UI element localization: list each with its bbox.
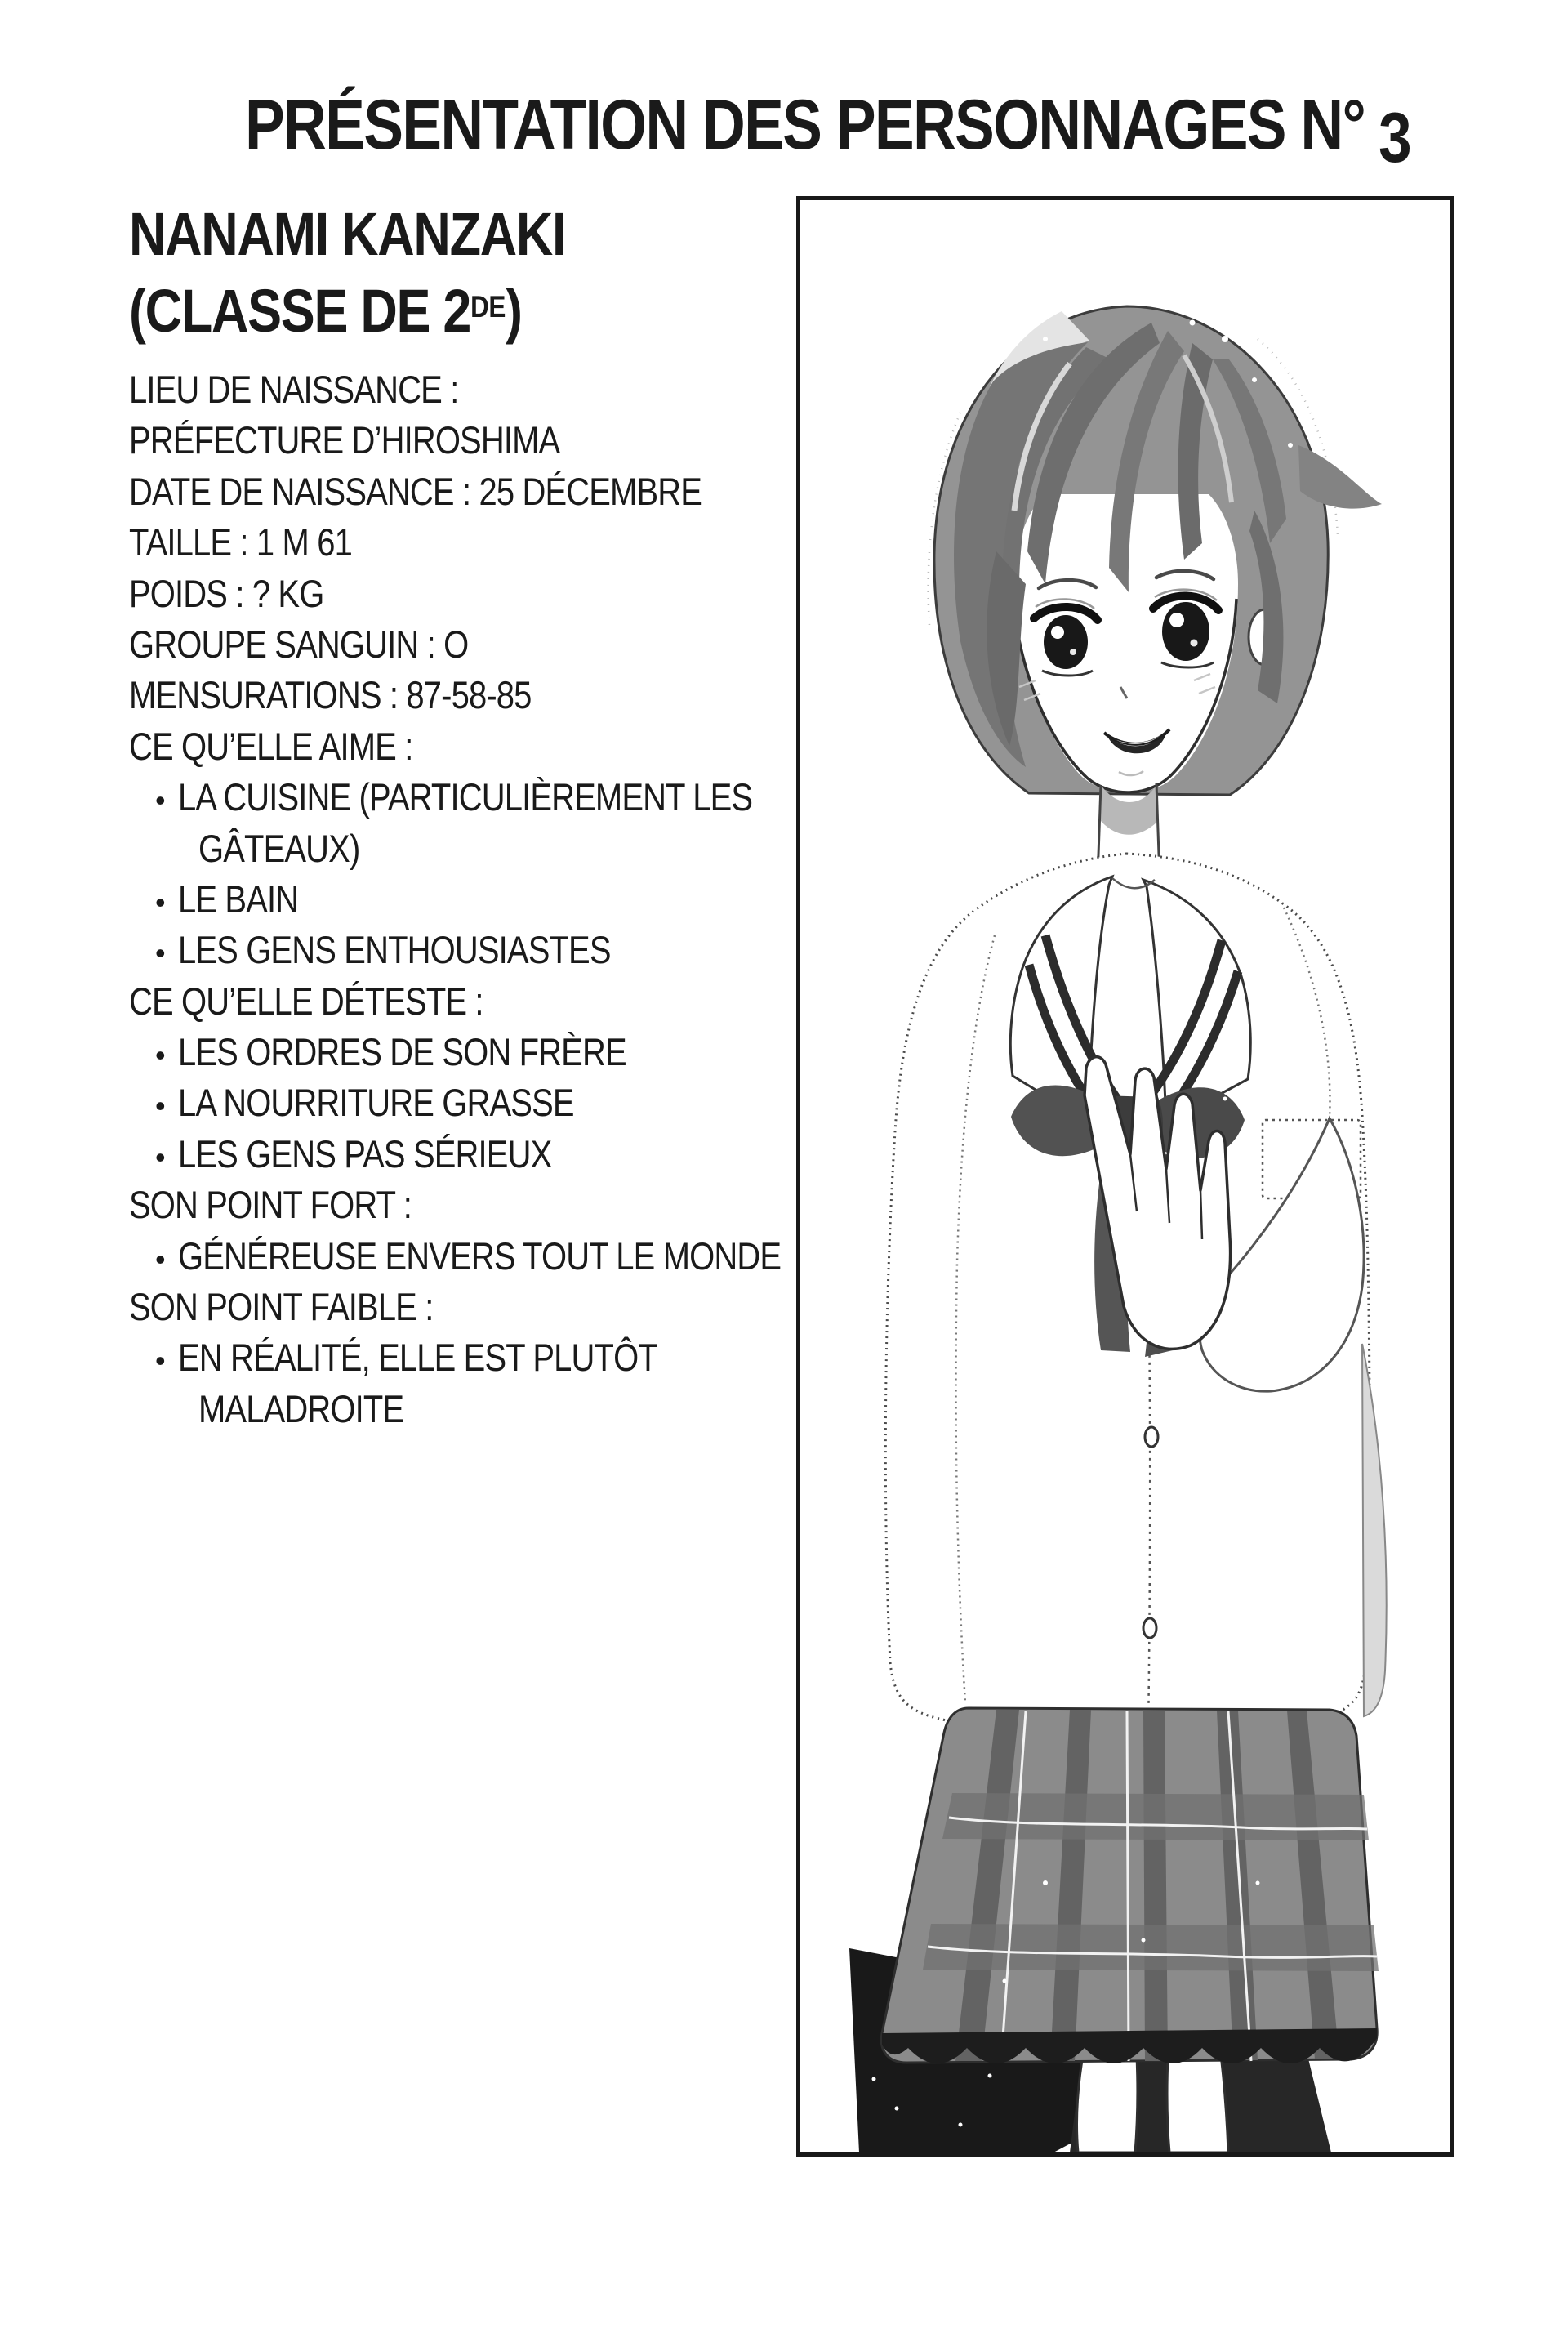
detail-line [129, 364, 887, 415]
detail-line [129, 1129, 887, 1180]
class-superscript: DE [470, 289, 506, 323]
detail-text: POIDS : ? KG [129, 571, 324, 615]
detail-line [129, 1282, 887, 1332]
bullet-marker: • [155, 783, 165, 818]
detail-line [129, 1027, 887, 1077]
detail-text: LES GENS ENTHOUSIASTES [178, 928, 611, 972]
bullet-marker: • [155, 1038, 165, 1073]
detail-text: LES ORDRES DE SON FRÈRE [178, 1030, 626, 1074]
detail-line [129, 1077, 887, 1128]
detail-text: MENSURATIONS : 87-58-85 [129, 673, 532, 717]
class-suffix: ) [505, 277, 522, 345]
detail-text: CE QU’ELLE DÉTESTE : [129, 979, 483, 1023]
detail-line [129, 670, 887, 720]
illustration-panel [796, 196, 1454, 2157]
bullet-marker: • [155, 1140, 165, 1174]
detail-text: LIEU DE NAISSANCE : [129, 368, 459, 411]
detail-line [129, 415, 887, 466]
character-details-list [129, 364, 887, 1434]
bullet-marker: • [155, 1089, 165, 1123]
page-title-number: 3 [1379, 99, 1411, 177]
detail-text: LA NOURRITURE GRASSE [178, 1081, 574, 1125]
detail-line [129, 772, 887, 823]
detail-line [129, 874, 887, 925]
detail-line [129, 976, 887, 1027]
detail-text: SON POINT FORT : [129, 1183, 412, 1227]
class-prefix: (CLASSE DE 2 [129, 277, 471, 345]
detail-text: GROUPE SANGUIN : O [129, 622, 469, 666]
detail-line [129, 1180, 887, 1230]
character-name: NANAMI KANZAKI [129, 200, 566, 268]
manga-girl-illustration [800, 200, 1450, 2152]
detail-line [129, 466, 887, 517]
detail-line [129, 619, 887, 670]
detail-text: LA CUISINE (PARTICULIÈREMENT LES [178, 775, 753, 819]
detail-line [129, 1231, 887, 1282]
detail-text: GÂTEAUX) [198, 826, 360, 870]
bullet-marker: • [155, 1242, 165, 1276]
plaid-skirt [881, 1708, 1379, 2063]
detail-text: PRÉFECTURE D’HIROSHIMA [129, 418, 560, 462]
detail-text: MALADROITE [198, 1386, 404, 1430]
detail-text: GÉNÉREUSE ENVERS TOUT LE MONDE [178, 1233, 782, 1278]
detail-text: CE QU’ELLE AIME : [129, 724, 413, 768]
detail-line [129, 517, 887, 568]
detail-text: LE BAIN [178, 877, 299, 921]
bullet-marker: • [155, 936, 165, 970]
character-class [129, 276, 590, 346]
detail-line [129, 925, 887, 975]
detail-text: TAILLE : 1 M 61 [129, 520, 352, 564]
detail-line [129, 721, 887, 772]
detail-text: SON POINT FAIBLE : [129, 1285, 434, 1329]
detail-text: DATE DE NAISSANCE : 25 DÉCEMBRE [129, 469, 702, 513]
bullet-marker: • [155, 1344, 165, 1378]
detail-line [129, 1384, 887, 1434]
detail-line [129, 1332, 887, 1383]
page-title-text: PRÉSENTATION DES PERSONNAGES N° [245, 86, 1365, 164]
detail-text: EN RÉALITÉ, ELLE EST PLUTÔT [178, 1336, 657, 1380]
bullet-marker: • [155, 885, 165, 919]
detail-text: LES GENS PAS SÉRIEUX [178, 1131, 552, 1176]
page-title [245, 85, 1568, 177]
detail-line [129, 823, 887, 874]
detail-line [129, 569, 887, 619]
